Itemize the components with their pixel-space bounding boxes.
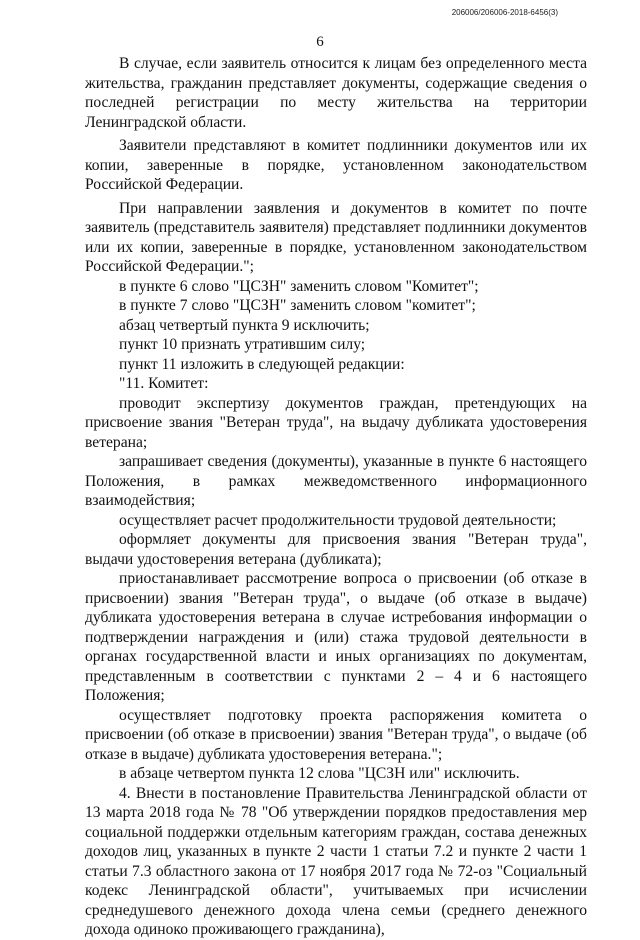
paragraph: 4. Внести в постановление Правительства Ленинградской области от 13 марта 2018 года № 78 "Об утверждении порядков предоставления мер социальной поддержки отдельным категориям граждан, состава денежных доходов лиц, указанных в пункте 2 части 1 статьи 7.2 и пункте 2 части 1 статьи 7.3 областного закона от 17 ноября 2017 года № 72-оз "Социальный кодекс Ленинградской области", учитываемых при исчислении среднедушевого денежного дохода члена семьи (среднего денежного дохода одиноко проживающего гражданина),: [85, 784, 587, 938]
document-body: [85, 54, 587, 940]
paragraph: проводит экспертизу документов граждан, претендующих на присвоение звания "Ветеран труда", на выдачу дубликата удостоверения ветерана;: [85, 394, 587, 451]
page-number: 6: [316, 34, 324, 50]
paragraph: Заявители представляют в комитет подлинники документов или их копии, заверенные в порядке, установленном законодательством Российской Федерации.: [85, 137, 587, 193]
document-number: 206006/206006-2018-6456(3): [451, 8, 558, 17]
paragraph: осуществляет расчет продолжительности трудовой деятельности;: [119, 511, 557, 529]
paragraph: запрашивает сведения (документы), указанные в пункте 6 настоящего Положения, в рамках межведомственного информационного взаимодействия;: [85, 453, 587, 509]
paragraph: приостанавливает рассмотрение вопроса о присвоении (об отказе в присвоении) звания "Ветеран труда", о выдаче (об отказе в выдаче) дубликата удостоверения ветерана в случае истребования информации о подтверждении награждения и (или) стажа трудовой деятельности в органах государственной власти и иных организациях по документам, представленным в соответствии с пунктами 2 – 4 и 6 настоящего Положения;: [85, 570, 587, 704]
paragraph: в абзаце четвертом пункта 12 слова "ЦСЗН или" исключить.: [119, 765, 520, 782]
paragraph: "11. Комитет:: [119, 375, 209, 392]
paragraph: пункт 11 изложить в следующей редакции:: [119, 355, 405, 373]
paragraph: абзац четвертый пункта 9 исключить;: [119, 316, 370, 334]
paragraph: пункт 10 признать утратившим силу;: [119, 336, 366, 353]
paragraph: оформляет документы для присвоения звания "Ветеран труда", выдачи удостоверения ветерана (дубликата);: [85, 531, 587, 568]
paragraph: в пункте 6 слово "ЦСЗН" заменить словом "Комитет";: [119, 277, 479, 295]
paragraph: осуществляет подготовку проекта распоряжения комитета о присвоении (об отказе в присвоении) звания "Ветеран труда", о выдаче (об отказе в выдаче) дубликата удостоверения ветерана.";: [85, 706, 587, 763]
paragraph: В случае, если заявитель относится к лицам без определенного места жительства, гражданин представляет документы, содержащие сведения о последней регистрации по месту жительства на территории Ленинградской области.: [85, 55, 587, 131]
paragraph: При направлении заявления и документов в комитет по почте заявитель (представитель заявителя) представляет подлинники документов или их копии, заверенные в порядке, установленном законодательством Российской Федерации.";: [85, 199, 587, 275]
paragraph: в пункте 7 слово "ЦСЗН" заменить словом "комитет";: [119, 297, 476, 314]
